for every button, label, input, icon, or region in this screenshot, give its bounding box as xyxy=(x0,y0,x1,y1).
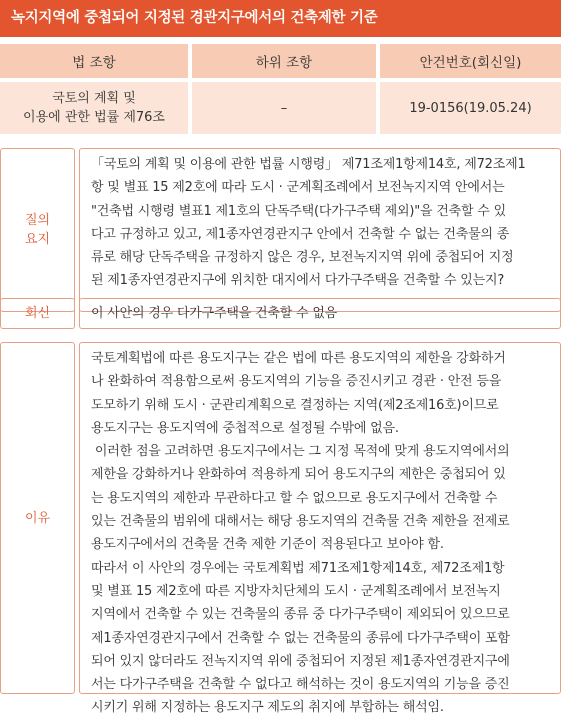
reason-line: 시키기 위해 지정하는 용도지구 제도의 취지에 부합하는 해석임. xyxy=(91,700,444,716)
reason-line: 지역에서 건축할 수 있는 건축물의 종류 중 다가구주택이 제외되어 있으므로 xyxy=(91,607,510,623)
sub-clause-cell: – xyxy=(192,82,376,134)
question-line: 류로 해당 단독주택을 규정하지 않은 경우, 보전녹지지역 위에 중첩되어 지정 xyxy=(91,250,514,266)
question-line: 「국토의 계획 및 이용에 관한 법률 시행령」 제71조제1항제14호, 제72조제1 xyxy=(91,157,526,172)
reason-line: 도모하기 위해 도시 · 군관리계획으로 결정하는 지역(제2조제16호)이므로 xyxy=(91,397,499,413)
info-table xyxy=(0,44,561,134)
reason-row xyxy=(0,342,561,716)
answer-content xyxy=(79,298,561,329)
reason-line: 서는 다가구주택을 건축할 수 없다고 해석하는 것이 용도지역의 기능을 증진 xyxy=(91,677,510,693)
question-line: 항 및 별표 15 제2호에 따라 도시 · 군계획조례에서 보전녹지지역 안에서는 xyxy=(91,180,505,196)
reason-line: 제1종자연경관지구에서 건축할 수 없는 건축물의 종류에 다가구주택이 포함 xyxy=(91,630,510,646)
page-title: 녹지지역에 중첩되어 지정된 경관지구에서의 건축제한 기준 xyxy=(0,0,561,37)
table-header-row xyxy=(0,44,561,78)
reason-line: 국토계획법에 따른 용도지구는 같은 법에 따른 용도지역의 제한을 강화하거 xyxy=(91,351,506,366)
reason-line: 나 완화하여 적용함으로써 용도지역의 기능을 증진시키고 경관 · 안전 등을 xyxy=(91,374,502,390)
reason-line: 용도지구에서의 건축물 건축 제한 기준이 적용된다고 보아야 함. xyxy=(91,537,444,553)
question-content xyxy=(79,148,561,312)
question-line: 다고 규정하고 있고, 제1종자연경관지구 안에서 건축할 수 없는 건축물의 종 xyxy=(91,226,510,242)
reason-line: 이러한 점을 고려하면 용도지구에서는 그 지정 목적에 맞게 용도지역에서의 xyxy=(91,444,510,460)
reason-line: 있는 건축물의 범위에 대해서는 해당 용도지역의 건축물 건축 제한을 전제로 xyxy=(91,514,510,530)
answer-text: 이 사안의 경우 다가구주택을 건축할 수 없음 xyxy=(91,305,338,321)
answer-row xyxy=(0,298,561,329)
reason-line: 제한을 강화하거나 완화하여 적용하게 되어 용도지구의 제한은 중첩되어 있 xyxy=(91,467,506,483)
law-line-2: 이용에 관한 법률 제76조 xyxy=(23,110,165,125)
reason-content xyxy=(79,342,561,716)
reason-line: 되어 있지 않더라도 전녹지지역 위에 중첩되어 지정된 제1종자연경관지구에 xyxy=(91,653,510,669)
table-value-row xyxy=(0,82,561,134)
reason-line: 는 용도지역의 제한과 무관하다고 할 수 없으므로 용도지구에서 건축할 수 xyxy=(91,490,498,506)
header-case-number: 안건번호(회신일) xyxy=(380,44,561,78)
question-row xyxy=(0,148,561,312)
reason-label: 이유 xyxy=(0,342,75,694)
reason-line: 따라서 이 사안의 경우에는 국토계획법 제71조제1항제14호, 제72조제1항 xyxy=(91,560,505,576)
law-cell xyxy=(0,82,188,134)
question-label-line-1: 질의 xyxy=(24,213,51,228)
reason-line: 용도지구는 용도지역에 중첩적으로 설정될 수밖에 없음. xyxy=(91,420,399,436)
question-label-line-2: 요지 xyxy=(24,232,51,247)
header-sub-clause: 하위 조항 xyxy=(192,44,376,78)
header-law: 법 조항 xyxy=(0,44,188,78)
case-number-cell: 19-0156(19.05.24) xyxy=(380,82,561,134)
law-line-1: 국토의 계획 및 xyxy=(52,91,136,106)
question-line: 된 제1종자연경관지구에 위치한 대지에서 다가구주택을 건축할 수 있는지? xyxy=(91,273,505,289)
answer-label: 회신 xyxy=(0,298,75,329)
reason-line: 및 별표 15 제2호에 따른 지방자치단체의 도시 · 군계획조례에서 보전녹지 xyxy=(91,583,501,599)
question-label xyxy=(0,148,75,312)
question-line: "건축법 시행령 별표1 제1호의 단독주택(다가구주택 제외)"을 건축할 수 있 xyxy=(91,203,506,219)
